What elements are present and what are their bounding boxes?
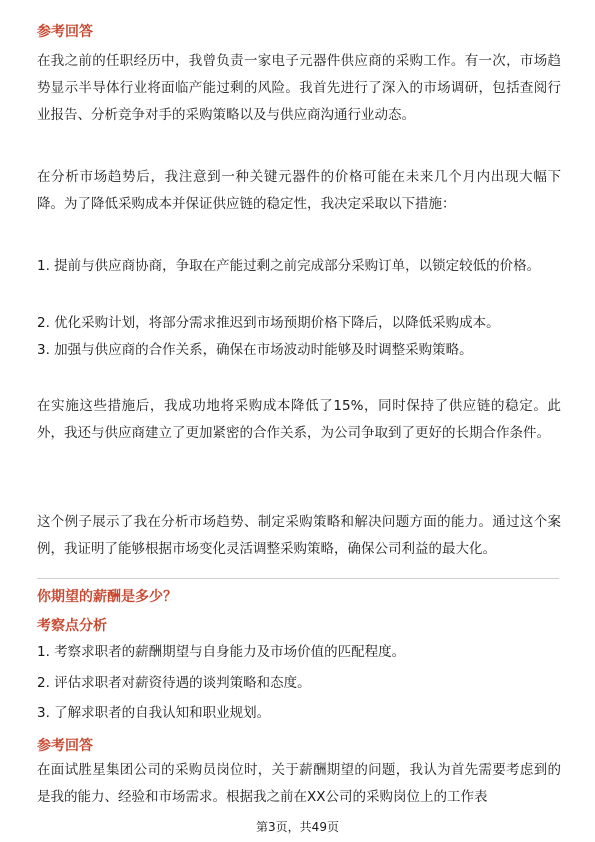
measure-list-item-1: 1. 提前与供应商协商，争取在产能过剩之前完成部分采购订单，以锁定较低的价格。 (37, 258, 541, 274)
section-divider (37, 578, 559, 579)
reference-answer-heading: 参考回答 (37, 24, 93, 40)
analysis-item-3: 3. 了解求职者的自我认知和职业规划。 (37, 705, 271, 721)
page-number-footer: 第3页，共49页 (256, 820, 339, 834)
answer-paragraph-5: 在面试胜星集团公司的采购员岗位时，关于薪酬期望的问题，我认为首先需要考虑到的是我的能力、经验和市场需求。根据我之前在XX公司的采购岗位上的工作表 (37, 762, 561, 805)
reference-answer-heading-2: 参考回答 (37, 738, 93, 754)
analysis-item-2: 2. 评估求职者对薪资待遇的谈判策略和态度。 (37, 675, 311, 691)
measure-list-item-2: 2. 优化采购计划，将部分需求推迟到市场预期价格下降后，以降低采购成本。 (37, 315, 500, 331)
answer-paragraph-4: 这个例子展示了我在分析市场趋势、制定采购策略和解决问题方面的能力。通过这个案例，我证明了能够根据市场变化灵活调整采购策略，确保公司利益的最大化。 (37, 514, 561, 557)
analysis-heading: 考察点分析 (37, 618, 107, 634)
answer-paragraph-1: 在我之前的任职经历中，我曾负责一家电子元器件供应商的采购工作。有一次，市场趋势显示半导体行业将面临产能过剩的风险。我首先进行了深入的市场调研，包括查阅行业报告、分析竞争对手的采购策略以及与供应商沟通行业动态。 (37, 53, 561, 123)
answer-paragraph-3: 在实施这些措施后，我成功地将采购成本降低了15%，同时保持了供应链的稳定。此外，我还与供应商建立了更加紧密的合作关系，为公司争取到了更好的长期合作条件。 (37, 398, 561, 441)
measure-list-item-3: 3. 加强与供应商的合作关系，确保在市场波动时能够及时调整采购策略。 (37, 342, 473, 358)
answer-paragraph-2: 在分析市场趋势后，我注意到一种关键元器件的价格可能在未来几个月内出现大幅下降。为了降低采购成本并保证供应链的稳定性，我决定采取以下措施： (37, 169, 561, 212)
analysis-item-1: 1. 考察求职者的薪酬期望与自身能力及市场价值的匹配程度。 (37, 644, 406, 660)
question-heading: 你期望的薪酬是多少？ (37, 589, 177, 605)
